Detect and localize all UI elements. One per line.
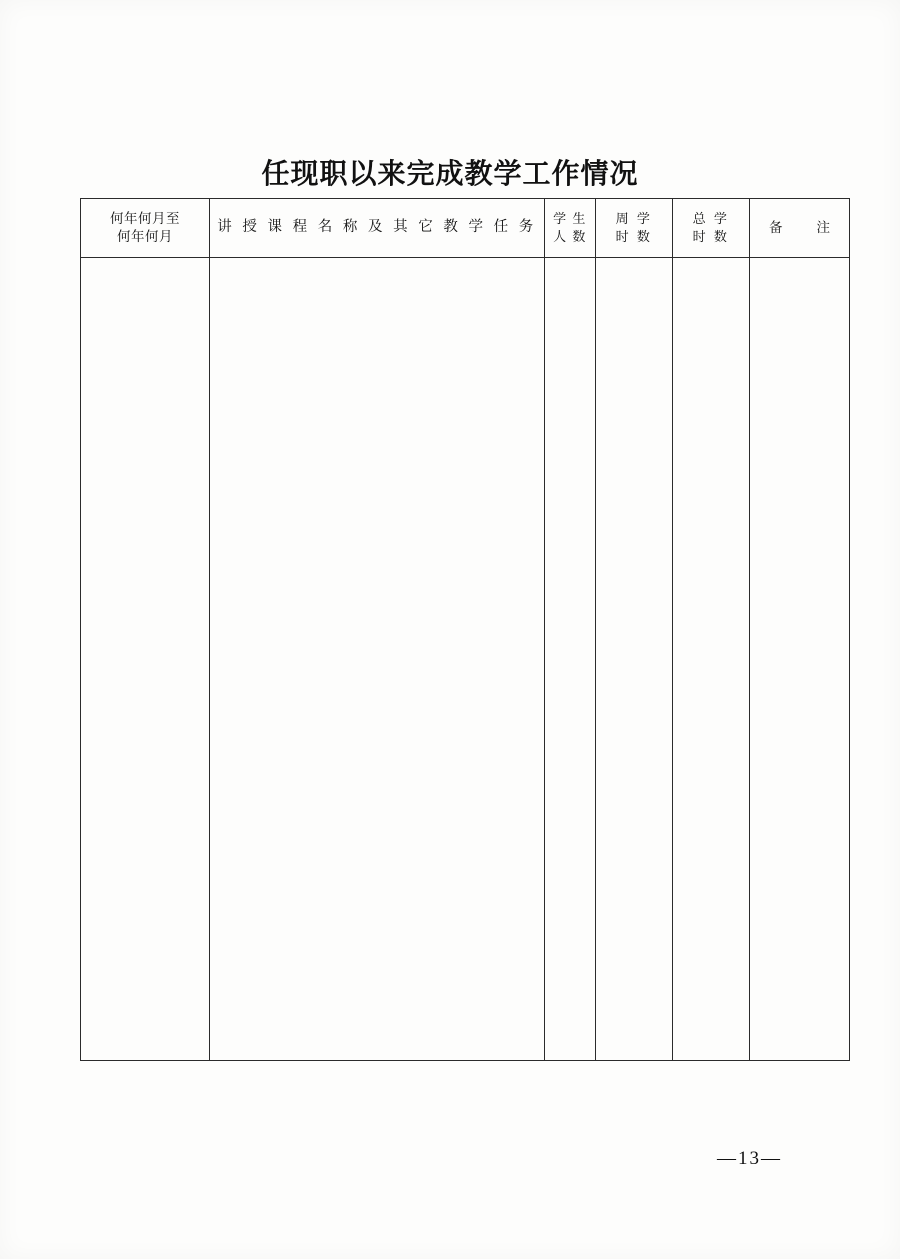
cell-course[interactable] [210,258,545,1061]
column-header-students-line2: 人 数 [553,229,587,244]
cell-weekly-hours[interactable] [596,258,673,1061]
column-header-period [81,199,210,258]
column-header-total-hours-line1: 总 学 [692,211,730,227]
table-row [81,258,850,1061]
column-header-students-line1: 学 生 [553,211,587,227]
column-header-remark-line1: 备 [769,219,783,235]
column-header-total-hours-line2: 时 数 [692,229,730,244]
column-header-total-hours [673,199,750,258]
column-header-weekly-hours-line2: 时 数 [615,229,653,244]
table-body [81,258,850,1061]
column-header-course-line1: 讲 授 课 程 名 称 及 其 它 教 学 任 务 [217,219,537,236]
column-header-weekly-hours-line1: 周 学 [615,211,653,227]
column-header-remark-line2: 注 [816,219,830,235]
column-header-course [210,199,545,258]
page-title: 任现职以来完成教学工作情况 [261,157,639,190]
column-header-period-line1: 何年何月至 [110,210,180,226]
cell-period[interactable] [81,258,210,1061]
table-header [81,199,850,258]
teaching-work-table-wrapper [80,198,843,1061]
cell-remark[interactable] [750,258,850,1061]
page-number: —13— [717,1148,782,1169]
column-header-remark [750,199,850,258]
column-header-period-line2: 何年何月 [117,229,173,244]
cell-total-hours[interactable] [673,258,750,1061]
cell-students[interactable] [545,258,596,1061]
column-header-weekly-hours [596,199,673,258]
column-header-students [545,199,596,258]
table-header-row [81,199,850,258]
teaching-work-table [80,198,850,1061]
